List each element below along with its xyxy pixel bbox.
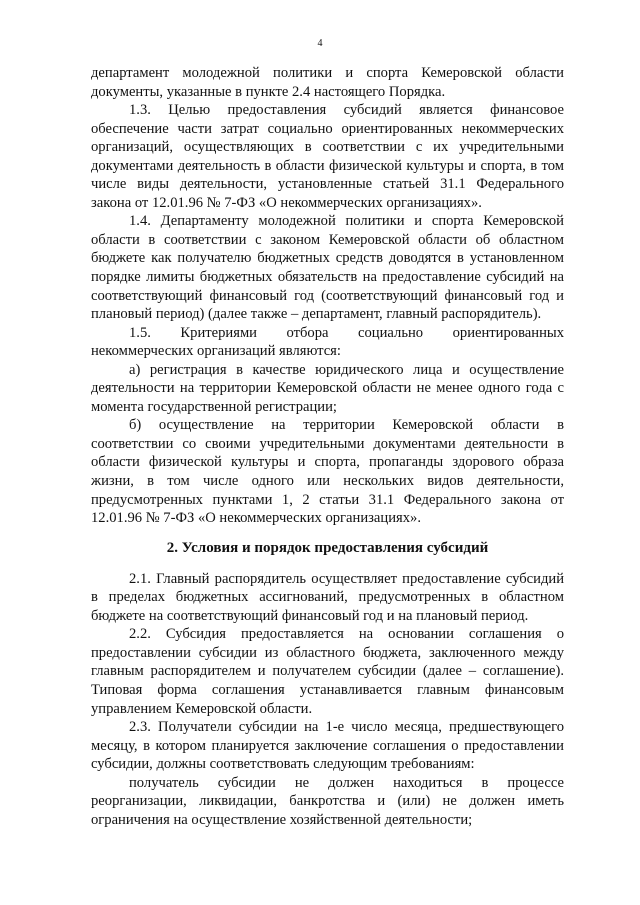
page-number: 4	[317, 38, 323, 49]
paragraph-criterion-a: а) регистрация в качестве юридического лица и осуществление деятельности на территории Кемеровской области не менее одного года с момента государственной регистрации;	[91, 361, 564, 415]
document-body	[91, 64, 564, 829]
paragraph-2-2: 2.2. Субсидия предоставляется на основании соглашения о предоставлении субсидии из областного бюджета, заключенного между главным распорядителем и получателем субсидии (далее – соглашение). Типовая форма соглашения устанавливается главным финансовым управлением Кемеровской области.	[91, 626, 564, 717]
paragraph-1-3: 1.3. Целью предоставления субсидий является финансовое обеспечение части затрат социально ориентированных некоммерческих организаций, осуществляющих в соответствии с их учредительными документами деятельность в области физической культуры и спорта, в том числе виды деятельности, установленные статьей 31.1 Федерального закона от 12.01.96 № 7-ФЗ «О некоммерческих организациях».	[91, 102, 564, 211]
paragraph-1-4: 1.4. Департаменту молодежной политики и спорта Кемеровской области в соответствии с законом Кемеровской области об областном бюджете как получателю бюджетных средств доводятся в установленном порядке лимиты бюджетных обязательств на предоставление субсидий на соответствующий финансовый год (соответствующий финансовый год и плановый период) (далее также – департамент, главный распорядитель).	[91, 213, 564, 323]
section-heading: 2. Условия и порядок предоставления субсидий	[166, 539, 489, 556]
paragraph-criterion-b: б) осуществление на территории Кемеровской области в соответствии со своими учредительными документами деятельности в области физической культуры и спорта, пропаганды здорового образа жизни, в том числе одного или нескольких видов деятельности, предусмотренных пунктами 1, 2 статьи 31.1 Федерального закона от 12.01.96 № 7-ФЗ «О некоммерческих организациях».	[91, 417, 564, 527]
paragraph-2-3: 2.3. Получатели субсидии на 1-е число месяца, предшествующего месяцу, в котором планируется заключение соглашения о предоставлении субсидии, должны соответствовать следующим требованиям:	[91, 719, 564, 773]
paragraph-1-5: 1.5. Критериями отбора социально ориентированных некоммерческих организаций являются:	[91, 324, 564, 360]
paragraph-2-1: 2.1. Главный распорядитель осуществляет предоставление субсидий в пределах бюджетных ассигнований, предусмотренных в областном бюджете на соответствующий финансовый год и на плановый период.	[91, 570, 564, 624]
paragraph-continuation: департамент молодежной политики и спорта Кемеровской области документы, указанные в пункте 2.4 настоящего Порядка.	[91, 65, 564, 100]
paragraph-requirement: получатель субсидии не должен находиться в процессе реорганизации, ликвидации, банкротства и (или) не должен иметь ограничения на осуществление хозяйственной деятельности;	[91, 774, 564, 828]
